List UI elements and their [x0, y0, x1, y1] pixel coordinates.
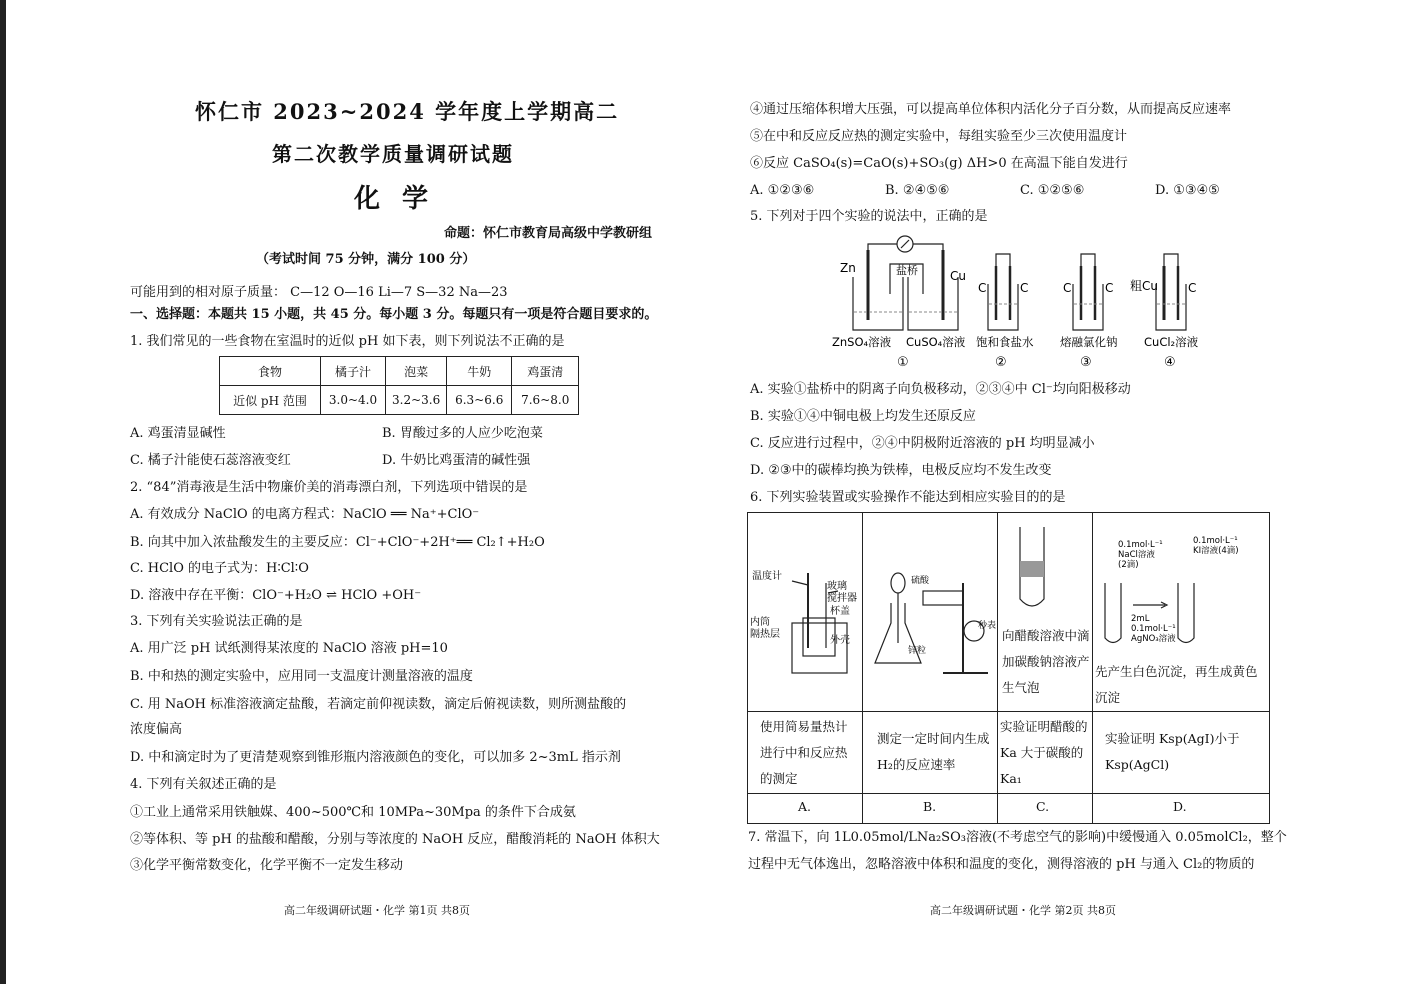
question-2: 2. “84”消毒液是生活中物廉价美的消毒漂白剂，下列选项中错误的是	[130, 480, 528, 495]
page-footer: 高二年级调研试题・化学 第2页 共8页	[930, 904, 1116, 917]
q6-figure-a	[748, 513, 863, 712]
ph-table	[219, 356, 579, 415]
fig-label: 搅拌器	[827, 593, 857, 604]
q6-purpose-c	[998, 712, 1093, 794]
q4-statement-1: ①工业上通常采用铁触媒、400~500℃和 10MPa~30Mpa 的条件下合成氨	[130, 805, 576, 820]
fig-label: KI溶液(4滴)	[1193, 546, 1239, 556]
fig-label: 内筒	[750, 617, 770, 628]
section-heading: 一、选择题：本题共 15 小题，共 45 分。每小题 3 分。每题只有一项是符合题目要求的。	[130, 307, 658, 322]
question-3: 3. 下列有关实验说法正确的是	[130, 614, 303, 629]
option-label: A.	[798, 799, 812, 814]
q6-d-description: 先产生白色沉淀，再生成黄色沉淀	[1095, 664, 1258, 705]
table-cell: 牛奶	[447, 357, 512, 386]
fig-label: 外壳	[830, 635, 850, 646]
q3-option-c-cont: 浓度偏高	[130, 722, 183, 737]
c-label: C	[1020, 281, 1029, 295]
beaker-shape	[853, 277, 903, 330]
question-6: 6. 下列实验装置或实验操作不能达到相应实验目的的是	[750, 490, 1066, 505]
table-cell: 鸡蛋清	[512, 357, 579, 386]
q5-option-a: A. 实验①盐桥中的阴离子向负极移动，②③④中 Cl⁻均向阳极移动	[750, 382, 1131, 397]
q6-option-c	[998, 794, 1093, 823]
purpose-text: 实验证明 Ksp(AgI)小于 Ksp(AgCl)	[1105, 731, 1240, 772]
question-7: 7. 常温下，向 1L0.05mol/LNa₂SO₃溶液(不考虑空气的影响)中缓慢通入 0.05molCl₂，整个	[748, 830, 1287, 845]
q4-statement-2: ②等体积、等 pH 的盐酸和醋酸，分别与等浓度的 NaOH 反应，醋酸消耗的 NaOH 体积大	[130, 832, 660, 847]
q4-statement-4: ④通过压缩体积增大压强，可以提高单位体积内活化分子百分数，从而提高反应速率	[750, 102, 1232, 117]
q4-statement-3: ③化学平衡常数变化，化学平衡不一定发生移动	[130, 858, 404, 873]
apparatus-number: ②	[995, 355, 1007, 370]
purpose-text: 测定一定时间内生成H₂的反应速率	[877, 731, 990, 772]
c-label: C	[1063, 281, 1072, 295]
table-cell: 3.2~3.6	[386, 386, 447, 415]
table-cell: 7.6~8.0	[512, 386, 579, 415]
fig-label: 玻璃	[827, 581, 847, 592]
apparatus-number: ①	[897, 355, 909, 370]
q6-c-description: 向醋酸溶液中滴加碳酸钠溶液产生气泡	[1002, 628, 1090, 695]
fig-label: NaCl溶液	[1118, 550, 1155, 560]
table-cell: 食物	[220, 357, 321, 386]
q3-option-b: B. 中和热的测定实验中，应用同一支温度计测量溶液的温度	[130, 669, 473, 684]
q4-option-a: A. ①②③⑥	[750, 183, 815, 198]
q6-purpose-b	[863, 712, 998, 794]
q3-option-d: D. 中和滴定时为了更清楚观察到锥形瓶内溶液颜色的变化，可以加多 2~3mL 指示剂	[130, 750, 621, 765]
q4-option-b: B. ②④⑤⑥	[885, 183, 950, 198]
fig-label: 秒表	[978, 621, 997, 631]
apparatus-number: ④	[1164, 355, 1176, 370]
question-4: 4. 下列有关叙述正确的是	[130, 777, 277, 792]
salt-bridge-label: 盐桥	[896, 264, 918, 277]
zn-label: Zn	[840, 261, 856, 275]
table-row	[220, 357, 579, 386]
q5-option-d: D. ②③中的碳棒均换为铁棒，电极反应均不发生改变	[750, 463, 1052, 478]
option-label: B.	[923, 799, 937, 814]
q2-option-a: A. 有效成分 NaClO 的电离方程式：NaClO ══ Na⁺+ClO⁻	[130, 507, 480, 522]
purpose-text: 实验证明醋酸的 Ka 大于碳酸的 Ka₁	[1000, 719, 1088, 786]
exam-info: （考试时间 75 分钟，满分 100 分）	[256, 252, 476, 267]
question-1: 1. 我们常见的一些食物在室温时的近似 pH 如下表，则下列说法不正确的是	[130, 334, 565, 349]
author-line: 命题：怀仁市教育局高级中学教研组	[444, 226, 653, 241]
table-cell: 橘子汁	[321, 357, 386, 386]
q6-option-b	[863, 794, 998, 823]
cu-label: Cu	[950, 269, 966, 283]
fig-label: 硫酸	[911, 576, 930, 586]
fig-label: 杯盖	[830, 606, 850, 617]
q6-figure-c	[998, 513, 1093, 712]
solution-label: ZnSO₄溶液	[832, 335, 892, 349]
solution-label: 饱和食盐水	[976, 335, 1034, 349]
q5-figure	[832, 232, 1258, 372]
page-footer: 高二年级调研试题・化学 第1页 共8页	[284, 904, 470, 917]
q4-option-d: D. ①③④⑤	[1155, 183, 1220, 198]
q5-option-b: B. 实验①④中铜电极上均发生还原反应	[750, 409, 976, 424]
fig-label: 隔热层	[750, 629, 780, 640]
q2-option-c: C. HClO 的电子式为：H∶Cl∶O	[130, 561, 309, 576]
q4-statement-5: ⑤在中和反应反应热的测定实验中，每组实验至少三次使用温度计	[750, 129, 1128, 144]
table-cell: 3.0~4.0	[321, 386, 386, 415]
beaker-shape	[908, 277, 958, 330]
q2-option-b: B. 向其中加入浓盐酸发生的主要反应：Cl⁻+ClO⁻+2H⁺══ Cl₂↑+H₂O	[130, 535, 545, 550]
option-label: C.	[1036, 799, 1050, 814]
c-label: C	[978, 281, 987, 295]
q6-figure-d	[1093, 513, 1269, 712]
exam-title: 怀仁市 2023~2024 学年度上学期高二	[195, 99, 620, 124]
table-row	[220, 386, 579, 415]
q6-purpose-d	[1093, 712, 1269, 794]
question-5: 5. 下列对于四个实验的说法中，正确的是	[750, 209, 988, 224]
scan-edge	[0, 0, 6, 984]
q6-option-a	[748, 794, 863, 823]
solution-label: CuSO₄溶液	[906, 335, 966, 349]
fig-label: AgNO₃溶液	[1131, 634, 1176, 644]
c-label: C	[1188, 281, 1197, 295]
q1-option-c: C. 橘子汁能使石蕊溶液变红	[130, 453, 291, 468]
exam-subtitle: 第二次教学质量调研试题	[272, 142, 514, 166]
table-cell: 泡菜	[386, 357, 447, 386]
q3-option-c: C. 用 NaOH 标准溶液滴定盐酸，若滴定前仰视读数，滴定后俯视读数，则所测盐酸的	[130, 697, 627, 712]
q1-option-d: D. 牛奶比鸡蛋清的碱性强	[382, 453, 531, 468]
q1-option-a: A. 鸡蛋清显碱性	[130, 426, 226, 441]
q6-table	[747, 512, 1270, 824]
fig-label: 温度计	[752, 571, 782, 582]
fig-label: 0.1mol·L⁻¹	[1131, 624, 1176, 634]
table-cell: 近似 pH 范围	[220, 386, 321, 415]
q6-option-d	[1093, 794, 1269, 823]
apparatus-number: ③	[1080, 355, 1092, 370]
subject-title: 化学	[354, 184, 451, 214]
purpose-text: 使用简易量热计进行中和反应热的测定	[760, 719, 848, 786]
q2-option-d: D. 溶液中存在平衡：ClO⁻+H₂O ⇌ HClO +OH⁻	[130, 588, 422, 603]
q4-option-c: C. ①②⑤⑥	[1020, 183, 1085, 198]
question-7-cont: 过程中无气体逸出，忽略溶液中体积和温度的变化，测得溶液的 pH 与通入 Cl₂的物质的	[748, 857, 1255, 872]
fig-label: 锌粒	[908, 646, 927, 656]
crude-cu-label: 粗Cu	[1130, 279, 1158, 293]
atomic-masses: 可能用到的相对原子质量： C—12 O—16 Li—7 S—32 Na—23	[130, 285, 508, 300]
option-label: D.	[1173, 799, 1187, 814]
c-label: C	[1105, 281, 1114, 295]
q6-figure-b	[863, 513, 998, 712]
q6-purpose-a	[748, 712, 863, 794]
q3-option-a: A. 用广泛 pH 试纸测得某浓度的 NaClO 溶液 pH=10	[130, 641, 448, 656]
fig-label: 0.1mol·L⁻¹	[1193, 536, 1238, 546]
q5-option-c: C. 反应进行过程中，②④中阴极附近溶液的 pH 均明显减小	[750, 436, 1095, 451]
table-cell: 6.3~6.6	[447, 386, 512, 415]
fig-label: (2滴)	[1118, 560, 1139, 570]
solution-label: 熔融氯化钠	[1060, 335, 1118, 349]
fig-label: 0.1mol·L⁻¹	[1118, 540, 1163, 550]
solution-label: CuCl₂溶液	[1144, 335, 1199, 349]
q4-statement-6: ⑥反应 CaSO₄(s)=CaO(s)+SO₃(g) ΔH>0 在高温下能自发进行	[750, 156, 1128, 171]
fig-label: 2mL	[1131, 614, 1150, 624]
q1-option-b: B. 胃酸过多的人应少吃泡菜	[382, 426, 543, 441]
